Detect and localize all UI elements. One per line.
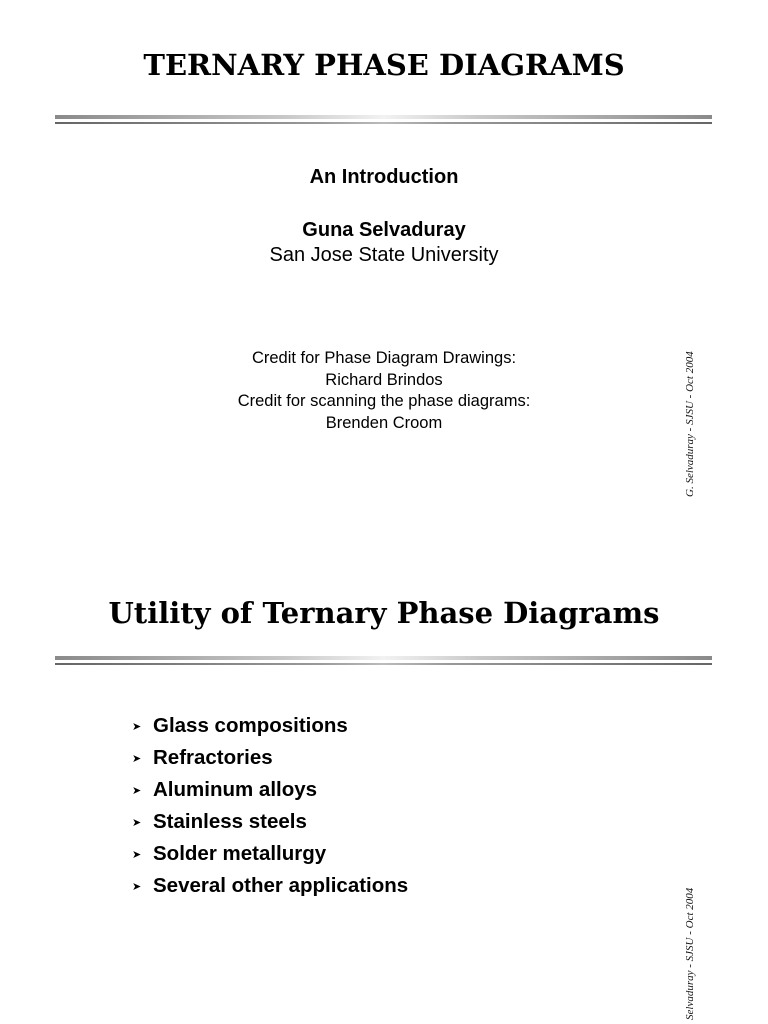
bullet-label: Aluminum alloys (153, 778, 318, 801)
list-item (132, 870, 408, 902)
arrowhead-bullet-icon: ➤ (132, 752, 142, 765)
slide-utility (0, 512, 768, 1024)
credit-line: Brenden Croom (325, 413, 443, 432)
list-item (132, 838, 408, 870)
list-item (132, 774, 408, 806)
credit-line: Credit for Phase Diagram Drawings: (251, 349, 517, 367)
arrowhead-bullet-icon: ➤ (132, 848, 142, 861)
side-footer-note: Selvaduray - SJSU - Oct 2004 (684, 887, 696, 1020)
title-divider (55, 115, 712, 124)
list-item (132, 742, 408, 774)
credit-line: Richard Brindos (325, 370, 443, 389)
title-divider (55, 656, 712, 665)
arrowhead-bullet-icon: ➤ (132, 880, 142, 893)
credits-block (0, 348, 768, 434)
slide-title: TERNARY PHASE DIAGRAMS (143, 48, 625, 82)
bullet-label: Stainless steels (153, 810, 307, 833)
author-affiliation: San Jose State University (269, 244, 499, 266)
arrowhead-bullet-icon: ➤ (132, 720, 142, 733)
credit-line: Credit for scanning the phase diagrams: (237, 392, 531, 410)
bullet-label: Refractories (153, 746, 273, 769)
bullet-label: Solder metallurgy (153, 842, 327, 865)
author-name: Guna Selvaduray (302, 219, 466, 241)
list-item (132, 806, 408, 838)
bullet-list (132, 710, 408, 902)
slide-title: Utility of Ternary Phase Diagrams (108, 596, 660, 630)
arrowhead-bullet-icon: ➤ (132, 816, 142, 829)
bullet-label: Several other applications (153, 874, 409, 897)
bullet-label: Glass compositions (153, 714, 348, 737)
arrowhead-bullet-icon: ➤ (132, 784, 142, 797)
side-footer-note: G. Selvaduray - SJSU - Oct 2004 (684, 351, 696, 497)
list-item (132, 710, 408, 742)
subtitle: An Introduction (309, 166, 459, 188)
